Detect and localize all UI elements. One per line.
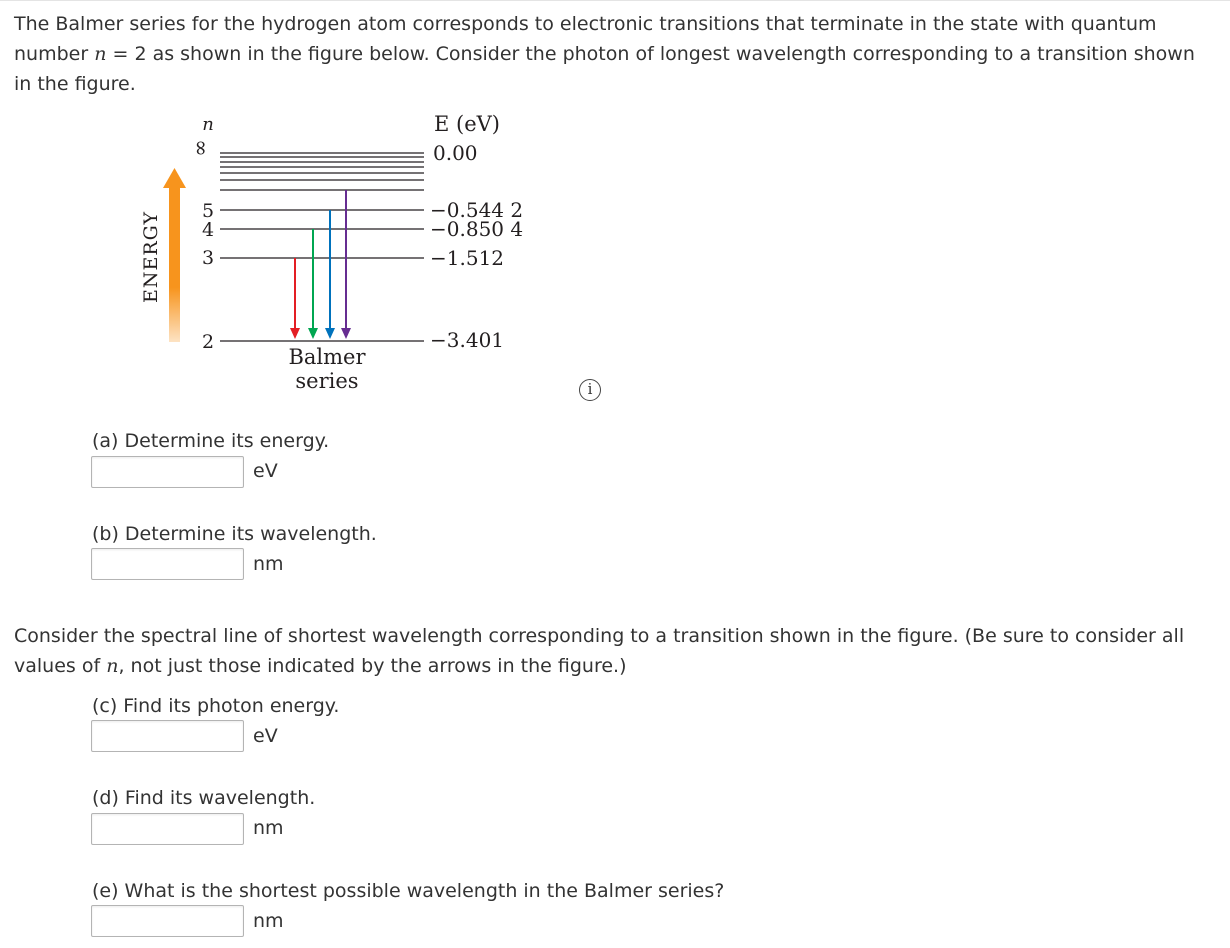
answer-d-unit: nm <box>253 817 284 839</box>
energy-level-diagram <box>0 0 1230 420</box>
question-e-label: (e) What is the shortest possible wavelength in the Balmer series? <box>92 880 725 902</box>
energy-axis-label: ENERGY <box>140 210 162 304</box>
energy-label-4: −0.850 4 <box>430 217 524 241</box>
energy-label-5: −0.544 2 <box>430 198 524 222</box>
transition-arrow-6-to-2 <box>341 190 351 339</box>
answer-e-input[interactable] <box>91 905 244 937</box>
question-b-label: (b) Determine its wavelength. <box>92 523 377 545</box>
answer-c-unit: eV <box>253 725 278 747</box>
n-header: n <box>202 114 214 135</box>
energy-label-2: −3.401 <box>430 328 505 352</box>
para2-line-2-start: values of <box>14 655 107 677</box>
answer-a-input[interactable] <box>91 456 244 488</box>
energy-label-infinity: 0.00 <box>433 141 478 165</box>
answer-e-unit: nm <box>253 910 284 932</box>
para2-line-1: Consider the spectral line of shortest wavelength corresponding to a transition shown in the figure. (Be sure to consider all <box>14 625 1185 647</box>
n-label-2: 2 <box>201 331 215 353</box>
para2-line-2 <box>14 651 1230 681</box>
question-c-label: (c) Find its photon energy. <box>92 695 340 717</box>
energy-header: E (eV) <box>434 112 500 136</box>
answer-b-unit: nm <box>253 553 284 575</box>
para2-line-2-end: , not just those indicated by the arrows in the figure.) <box>118 655 627 677</box>
answer-b-input[interactable] <box>91 548 244 580</box>
series-label-line-2: series <box>295 369 359 393</box>
intro-variable-n: n <box>94 43 107 65</box>
n-label-4: 4 <box>201 219 215 241</box>
answer-d-input[interactable] <box>91 813 244 845</box>
info-icon[interactable]: i <box>579 379 601 401</box>
answer-c-input[interactable] <box>91 720 244 752</box>
energy-label-3: −1.512 <box>430 246 505 270</box>
n-label-5: 5 <box>201 200 215 222</box>
n-label-3: 3 <box>201 247 215 269</box>
level-lines <box>220 153 424 341</box>
problem-paragraph-2 <box>14 621 1230 681</box>
para2-variable-n: n <box>106 655 119 677</box>
series-label-line-1: Balmer <box>288 345 366 369</box>
n-label-infinity: ∞ <box>188 139 212 157</box>
question-a-label: (a) Determine its energy. <box>92 430 330 452</box>
intro-line-1: The Balmer series for the hydrogen atom corresponds to electronic transitions that terminate in the state with quantum <box>14 13 1157 35</box>
answer-a-unit: eV <box>253 460 278 482</box>
intro-line-2-start: number <box>14 43 95 65</box>
intro-line-2-end: = 2 as shown in the figure below. Consider the photon of longest wavelength corresponding to a transition shown <box>106 43 1195 65</box>
question-d-label: (d) Find its wavelength. <box>92 787 316 809</box>
transition-arrow-4-to-2 <box>308 229 318 339</box>
intro-line-3: in the figure. <box>14 73 136 95</box>
transition-arrow-3-to-2 <box>290 258 300 339</box>
energy-axis-arrow <box>163 168 186 342</box>
